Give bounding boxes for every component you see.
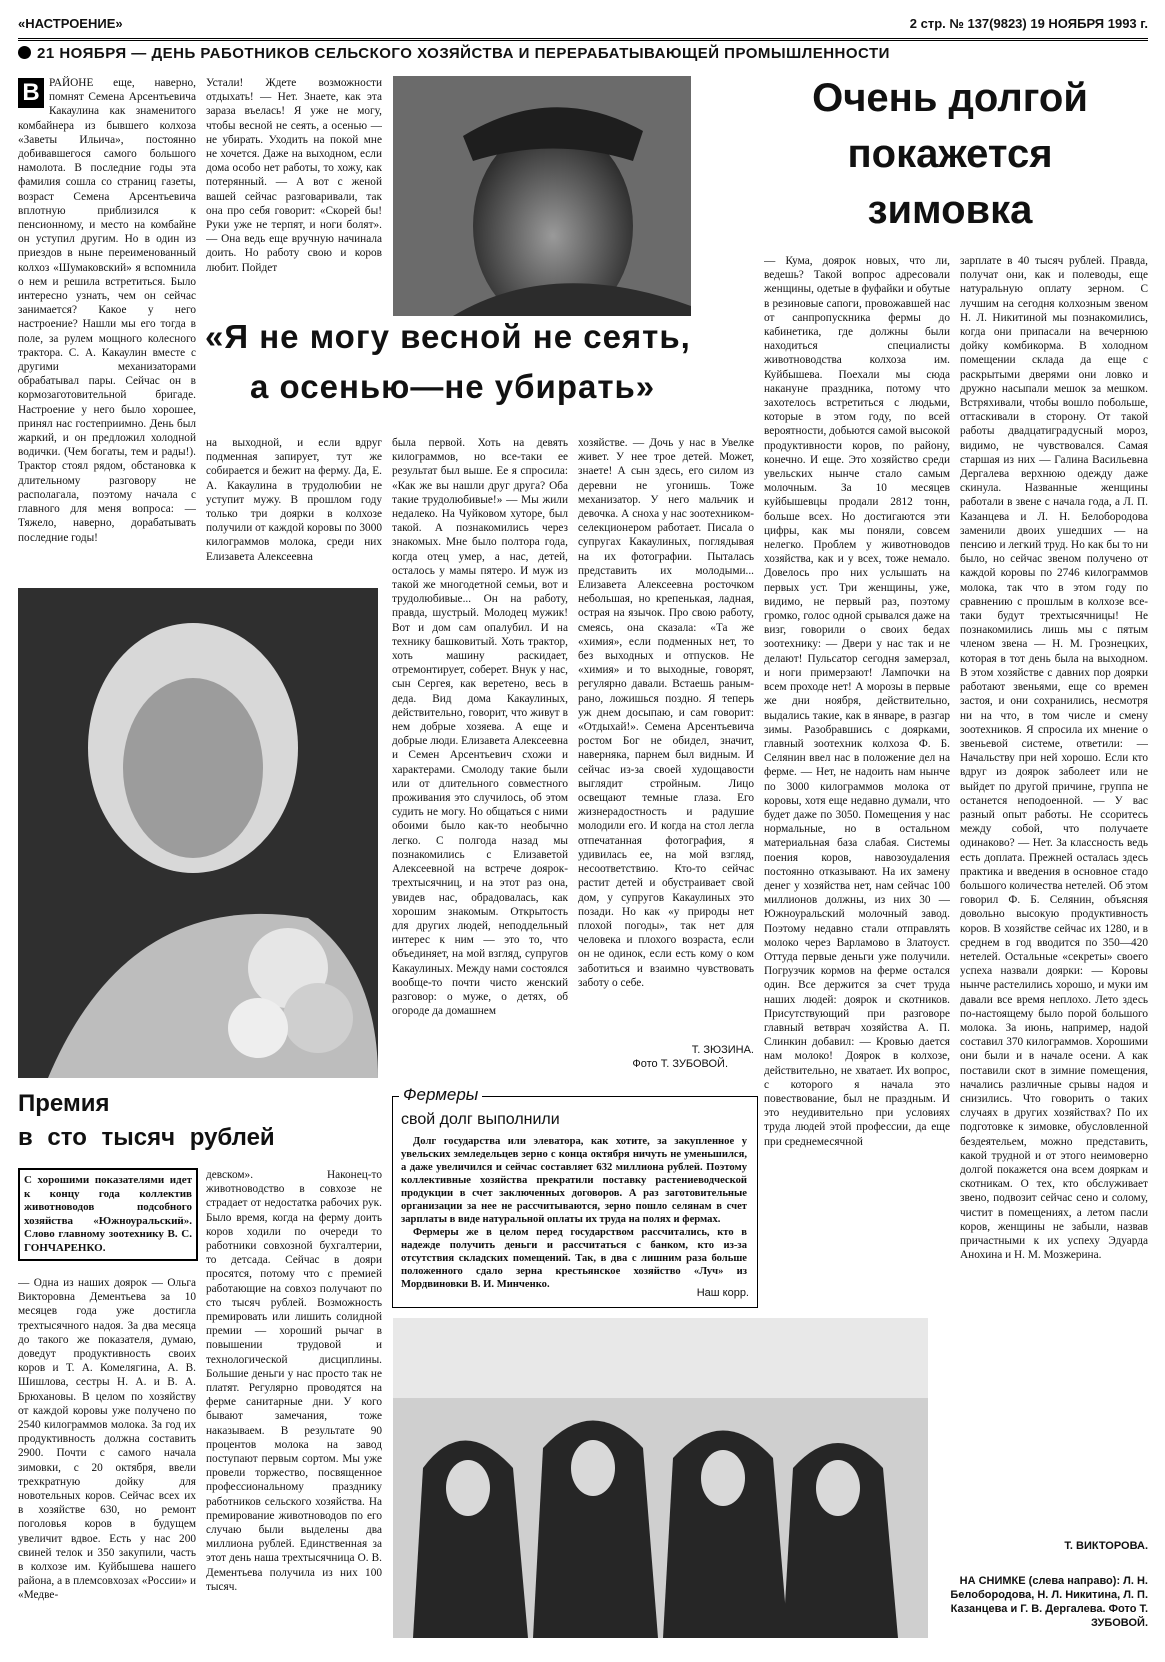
paper-name: «НАСТРОЕНИЕ»: [18, 16, 123, 31]
article1-photo-credit: Фото Т. ЗУБОВОЙ.: [632, 1058, 728, 1070]
article2-title-line1: Очень долгой: [812, 76, 1088, 120]
article2-title-line2: покажется: [847, 132, 1053, 176]
four-women-image: [393, 1318, 928, 1638]
article2-title-line3: зимовка: [867, 188, 1033, 232]
portrait-photo-kakaulin: [393, 76, 691, 316]
article1-col1: В РАЙОНЕ еще, наверно, помнят Семена Арсентьевича Какаулина как знаменитого комбайнера из бывшего колхоза «Заветы Ильича», постоянно добивавшегося самого большого намолота. В последние годы эта фамилия сошла со страниц газеты, возраст Семена Арсентьевича вплотную приблизился к пенсионному, и место на комбайне он уступил другим. Но в один из приездов в ныне переименованный колхоз «Шумаковский» я вспомнила о нем и решила встретиться. Было интересно узнать, чем он сейчас занимается? Какое у него настроение? Нашли мы его тогда в поле, за рулем мощного колесного трактора. С. А. Какаулин вместе с другими механизаторами обрабатывал пары. Сейчас он в кормозаготовительной бригаде. Настроение у него было хорошее, принял нас гостеприимно. День был жаркий, и он предложил холодной водички. (Чем богаты, тем и рады!). Трактор стоял рядом, обстановка к длительному разговору не располагала, поэтому начала с главного для меня вопроса: — Тяжело, наверно, дорабатывать последние годы!: [18, 77, 196, 544]
masthead: [18, 14, 1148, 41]
article4-rubric: Фермеры: [399, 1085, 482, 1105]
article2-col1: — Кума, доярок новых, что ли, ведешь? Такой вопрос адресовали женщины, одетые в фуфайки и обутые в резиновые сапоги, провожавшей нас от санпропускника фермы до кабинетика, где должны были находиться специалисты животноводства колхоза им. Куйбышева. Поехали мы сюда накануне праздника, потому что захотелось встретиться с людьми, которые в этом году, по всей вероятности, добьются самой высокой продуктивности коров, по району, конечно. И еще. Это хозяйство среди увельских нынче стало самым молочным. За 10 месяцев куйбышевцы продали 2812 тонн, больше всех. Но достигаются эти цифры, как мы поняли, совсем нелегко. Проблем у животноводов хозяйства, как и у всех, тоже немало. Довелось про них услышать на первых уст. Три женщины, уже, видимо, не первый раз, поэтому громко, голос одной срывался даже на визг, говорили о своих бедах зоотехнику: — Двери у нас так и не делают! Пульсатор сегодня замерзал, и ноги примерзают! Лампочки на всем проходе нет! А морозы в первые же дни ноября, действительно, выдались такие, как в январе, в разгар зимы. Разобравшись с доярками, главный зоотехник колхоза Ф. Б. Селянин ввел нас в положение дел на ферме. — Нет, не надоить нам нынче по 3000 килограммов молока от коровы, хотя еще недавно думали, что будет даже по 3050. Помещения у нас нормальные, но в остальном материальная база слабая. Системы поения коров, навозоудаления постоянно отказывают. На их замену денег у хозяйства нет, нам сейчас 100 миллионов должны, из них 30 — Южноуральский молочный завод. Поэтому недавно стали отправлять молоко через Варламово в Златоуст. Оттуда первые деньги уже получили. Погрузчик кормов на ферме остался один. Все держится за счет труда наших людей: доярок и скотников. Присутствующий при разговоре главный ветврач хозяйства А. П. Слинкин добавил: — Кровью дается нам молоко! Доярок в колхозе, действительно, не хватает. Их вопрос, с которого я начала это повествование, был не праздным. И это неудивительно при условиях труда людей этой профессии, да еще при среднемесячной: [764, 255, 950, 1148]
portrait-photo-wife: [18, 588, 378, 1078]
article4-author: Наш корр.: [696, 1287, 749, 1299]
article3-col1: — Одна из наших доярок — Ольга Викторовна Дементьева за 10 месяцев года уже достигла трехтысячного надоя. За два месяца до такого же показателя, думаю, доведут продуктивность своих коров и Т. А. Комелягина, А. В. Шишлова, сестры Н. А. и В. А. Брюхановы. В целом по хозяйству от каждой коровы уже получено по 2540 килограммов молока. За год их продуктивность должна составить 2900. Почти с самого начала зимовки, с 20 октября, ввели трехкратную дойку для новотельных коров. Сейчас всех их в хозяйстве 630, но ремонт поголовья коров в будущем увеличит вдвое. Есть у нас 200 свиней телок и 350 закупили, часть в колхозе им. Куйбышева нашего района, а в племсовхозах «России» и «Медве-: [18, 1277, 196, 1602]
dropcap: В: [18, 78, 44, 108]
article4-title: свой долг выполнили: [401, 1111, 560, 1128]
article1-col2: Устали! Ждете возможности отдыхать! — Нет. Знаете, как эта зараза въелась! Я уже не могу, чтобы весной не сеять, а осенью — не убирать. Уходить на покой мне не хочется. Даже на выходном, если дома особо нет работы, то хожу, как потерянный. — А вот с женой вашей сейчас разговаривали, так она про себя говорит: «Скорей бы! Руки уже не терпят, и ноги болят». — Она ведь еще вручную начинала доить. Но работу свою и коров любит. Пойдет: [206, 77, 382, 274]
issue-info: 2 стр. № 137(9823) 19 НОЯБРЯ 1993 г.: [909, 16, 1148, 31]
man-portrait-image: [393, 76, 691, 316]
article1-quote-line1: «Я не могу весной не сеять,: [205, 318, 691, 355]
group-photo-milkmaids: [393, 1318, 928, 1638]
article1-col2b: на выходной, и если вдруг подменная запирует, тут же собирается и бежит на ферму. Да, Е. А. Какаулина в трудолюбии не уступит мужу. В прошлом году только три доярки в колхозе получили от каждой коровы по 3000 килограммов молока, среди них Елизавета Алексеевна: [206, 437, 382, 563]
article2-col2: зарплате в 40 тысяч рублей. Правда, получат они, как и полеводы, еще натуральную оплату зерном. С лучшим на сегодня колхозным звеном Н. Л. Никитиной мы познакомились, когда они припасали на вечернюю дойку комбикорма. В холодном помещении склада да еще с раскрытыми дверями они ловко и дружно насыпали мешок за мешком. Встряхивали, чтобы вошло побольше, оттаскивали в сторону. От такой работы двадцатиградусный мороз, видимо, не чувствовался. Самая старшая из них — Галина Васильевна Дергалева верхнюю одежду даже скинула. Названные женщины работали в звене с начала года, а Л. П. Казанцева и Л. Н. Белобородова заменили двоих ушедших — на пенсию и легкий труд. Но как бы то ни было, но сейчас звеном получено от каждой коровы по 2746 килограммов молока, так что в этом году по сравнению с прошлым в колхозе все-таки будут трехтысячницы! Не познакомились лишь мы с пятым членом звена — Н. М. Грознецких, которая в тот день была на выходном. В этом хозяйстве с давних пор доярки работают звеньями, еще со времен застоя, и они сохранились, несмотря ни на что, в том числе и смену зоотехников. Я спросила их мнение о звеньевой системе, ответили: — Начальству при ней хорошо. Если кто вдруг из доярок заболеет или не выйдет по другой причине, группа не останется неподоенной. — У вас разный опыт работы. Не ссоритесь между собой, что получаете одинаково? — Нет. За классность ведь есть доплата. Прежней осталась здесь практика и введения в основное стадо большого количества нетелей. Об этом говорил Ф. Б. Селянин, объясняя довольно высокую продуктивность коров. В хозяйстве сейчас их 1280, и в среднем в год вводится по 350—420 нетелей. Остальные «секреты» своего успеха назвали доярки: — Коровы нынче растелились хорошо, и муки им давали все время неплохо. Лето здесь по-настоящему было порой большого молока. За июнь, например, надой составил 370 килограммов. Хорошими они были и в начале осени. А как поставили скот в зимние помещения, начались различные срывы надоя и снизились. Что говорить о таких случаях в других хозяйствах? По их подготовке к зимовке, обусловленной бездеятельем, можно представить, какой трудной и от этого неимоверно долгой покажется она всем дояркам и скотникам. О тех, кто обслуживает звено, подвозит сейчас сено и солому, чистит в помещениях, а летом пасли коров, женщины не забыли, назвав причастными к их успеху Эдуарда Анохина и Н. М. Мозжерина.: [960, 255, 1148, 1262]
article1-col4: хозяйстве. — Дочь у нас в Увелке живет. У нее трое детей. Может, знаете! А сын здесь, его силом из деревни не угонишь. Тоже механизатор. У него мальчик и девочка. А сноха у нас зоотехником-селекционером работает. Писала о супругах Какаулиных, поглядывая на их фотографии. Пыталась представить их молодыми... Елизавета Алексеевна росточком небольшая, но крепенькая, ладная, острая на язычок. Про свою работу, смеясь, она сказала: «Та же «химия», если подменных нет, то без выходных и отпусков. Не «химия» и то выходные, говорят, регулярно давали. Встаешь раным-рано, ложишься поздно. Я теперь уж днем досыпаю, и сам говорит: «Отдыхай!». Семена Арсентьевича ростом Бог не обидел, значит, наверняка, парнем был видным. И сейчас из-за своей худощавости выглядит стройным. Лицо освещают темные глаза. Его жизнерадостность и радушие молодили его. И когда на стол легла отпечатанная фотография, я удивилась ее, на мой взгляд, несоответствию. Кто-то сейчас растит детей и обустраивает свой дом, у супругов Какаулиных это позади. Но как «у природы нет плохой погоды», так нет для человека и плохого возраста, если он не одинок, если есть кому о ком заботиться и взаимно чувствовать заботу о себе.: [578, 437, 754, 989]
article1-author: Т. ЗЮЗИНА.: [691, 1044, 754, 1056]
article4-box: [392, 1085, 758, 1308]
bullet-icon: [18, 46, 31, 59]
article3-title-line2: в сто тысяч рублей: [18, 1124, 275, 1151]
article3-col2: девском». Наконец-то животноводство в совхозе не страдает от недостатка рабочих рук. Было время, когда на ферму доить коров ходили по очереди то работники совхозной бухгалтерии, то детсада. Сейчас в дояри просятся, потому что с премией работающие на совхоз получают по сто тысяч рублей. Возможность премировать или лишить солидной премии — хороший рычаг в повышении трудовой и технологической дисциплины. Большие деньги у нас просто так не платят. Регулярно проводятся на ферме санитарные дни. У кого бывают замечания, тоже наказываем. В результате 90 процентов молока на завод поступают первым сортом. Мы уже провели торжество, посвященное профессиональному празднику работников сельского хозяйства. На премирование животноводов по его случаю были выделены два миллиона рублей. Единственная за этот день наша трехтысячница О. В. Дементьева получила из них 100 тысяч.: [206, 1169, 382, 1593]
photo-caption: НА СНИМКЕ (слева направо): Л. Н. Белобородова, Н. Л. Никитина, Л. П. Казанцева и Г. В. Дергалева. Фото Т. ЗУБОВОЙ.: [950, 1575, 1148, 1629]
article1-col3: была первой. Хоть на девять килограммов, но все-таки ее результат был выше. Ее я спросила: «Как же вы нашли друг друга? Оба такие трудолюбивые!» — Мы жили недалеко. На Чуйковом хуторе, был такой. А познакомились через знакомых. Мне было полтора года, когда отец умер, а нас, детей, осталось у мамы пятеро. И муж из такой же многодетной семьи, вот и трудолюбивые... Он на работу, правда, шустрый. Молодец мужик! Вот и дом сам опалубил. И на технику башковитый. Хоть трактор, хоть машину раскидает, отремонтирует, соберет. Внук у нас, сын Сергея, как веретено, весь в деда. Вид дома Какаулиных, действительно, говорит, что живут в нем добрые хозяева. А еще и добрые люди. Елизавета Алексеевна и Семен Арсентьевич схожи и характерами. Смолоду такие были или от длительного совместного проживания это случилось, об этом судить не могу. Но общаться с ними обоими было как-то необычно легко. С полгода назад мы познакомились с Елизаветой Алексеевной на встрече доярок-трехтысячниц, и на этот раз она, увидев нас, обрадовалась, как хорошим знакомым. Открытость для других людей, неподдельный интерес к ним — это то, что объединяет, на мой взгляд, супругов Какаулиных. Между нами состоялся вообще-то почти чисто женский разговор: о муже, о детях, об огороде да домашнем: [392, 437, 568, 1018]
woman-with-flowers-image: [18, 588, 378, 1078]
article4-body: Долг государства или элеватора, как хотите, за закупленное у увельских земледельцев зерно с конца октября ничуть не уменьшился, а даже увеличился и сейчас составляет 632 миллиона рублей. Поэтому коллективные хозяйства прекратили поставку растениеводческой продукции в счет заключенных договоров. А раз заготовительные организации за нее не рассчитываются, зерно пошло селянам в счет зарплаты в виде натуральной оплаты их труда на полях и фермах. Фермеры же в целом перед государством рассчитались, кто в надежде получить деньги и рассчитаться с банком, кто из-за отсутствия складских помещений. Так, в два с лишним раза больше положенного сдало зерна крестьянское хозяйство «Луч» из Мордвиновки В. И. Минченко.: [401, 1136, 747, 1290]
article3-lead-box: С хорошими показателями идет к концу года коллектив животноводов подсобного хозяйства «Южноуральский». Слово главному зоотехнику В. С. ГОНЧАРЕНКО.: [18, 1168, 198, 1261]
holiday-rubric: 21 НОЯБРЯ — ДЕНЬ РАБОТНИКОВ СЕЛЬСКОГО ХОЗЯЙСТВА И ПЕРЕРАБАТЫВАЮЩЕЙ ПРОМЫШЛЕННОСТИ: [18, 45, 1148, 67]
article2-author: Т. ВИКТОРОВА.: [1064, 1540, 1148, 1552]
article3-title-line1: Премия: [18, 1090, 110, 1117]
article1-quote-line2: а осенью—не убирать»: [250, 368, 656, 405]
